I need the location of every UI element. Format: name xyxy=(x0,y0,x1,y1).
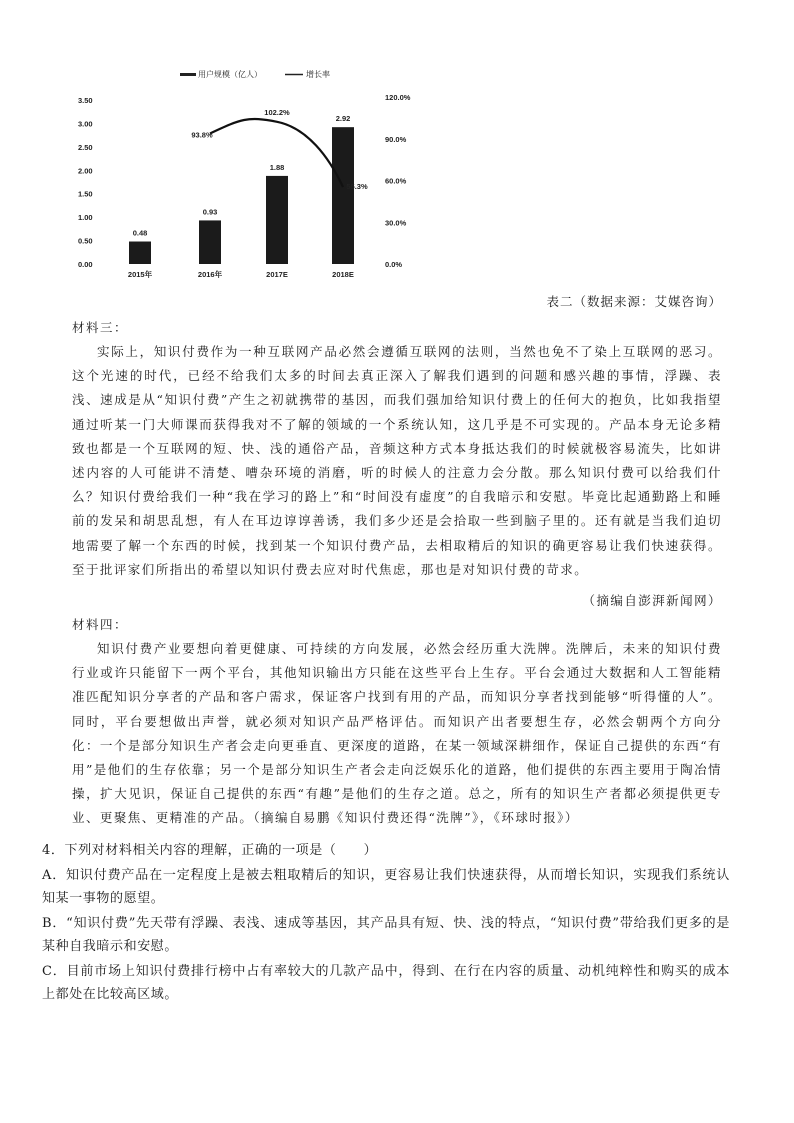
growth-rate-label: 93.8% xyxy=(191,130,213,140)
option-c: C．目前市场上知识付费排行榜中占有率较大的几款产品中，得到、在行在内容的质量、动机纯粹性和购买的成本上都处在比较高区域。 xyxy=(42,964,730,1002)
right-tick-label: 120.0% xyxy=(385,93,411,102)
category-label: 2017E xyxy=(266,270,288,279)
bar-value-label: 0.93 xyxy=(202,207,218,217)
option-b: B．“知识付费”先天带有浮躁、表浅、速成等基因，其产品具有短、快、浅的特点，“知识付费”带给我们更多的是某种自我暗示和安慰。 xyxy=(42,916,730,954)
bar-value-label: 1.88 xyxy=(269,162,285,172)
right-tick-label: 60.0% xyxy=(385,176,407,186)
category-label: 2015年 xyxy=(127,270,153,279)
chart-legend xyxy=(180,69,330,79)
left-tick-label: 1.50 xyxy=(78,189,93,199)
left-axis-ticks xyxy=(78,96,93,269)
legend-line-label: 增长率 xyxy=(306,70,330,79)
category-label: 2018E xyxy=(332,270,354,279)
growth-rate-label: 55.3% xyxy=(346,182,368,192)
left-tick-label: 2.50 xyxy=(78,142,93,152)
growth-rate-label: 102.2% xyxy=(264,107,290,117)
category-labels xyxy=(128,269,354,279)
bar-value-label: 0.48 xyxy=(132,228,148,238)
bar-2017E xyxy=(266,176,288,264)
question-stem: 4．下列对材料相关内容的理解，正确的一项是（ ） xyxy=(42,843,378,858)
bar-value-labels xyxy=(133,114,351,237)
bar-2018E xyxy=(332,127,354,264)
bar-value-label: 2.92 xyxy=(335,114,351,124)
material3-source: （摘编自澎湃新闻网） xyxy=(582,593,722,608)
right-tick-label: 30.0% xyxy=(385,218,407,228)
left-tick-label: 0.00 xyxy=(78,260,93,269)
left-tick-label: 3.50 xyxy=(78,96,93,105)
material3-title: 材料三： xyxy=(72,320,129,335)
legend-bar-swatch xyxy=(180,73,196,76)
material4-title: 材料四： xyxy=(72,617,129,632)
category-label: 2016年 xyxy=(197,270,223,279)
left-tick-label: 0.50 xyxy=(78,236,93,246)
option-a: A．知识付费产品在一定程度上是被去粗取精后的知识，更容易让我们快速获得，从而增长知识，实现我们系统认知某一事物的愿望。 xyxy=(42,868,730,906)
legend-bar-label: 用户规模（亿人） xyxy=(198,70,262,79)
left-tick-label: 1.00 xyxy=(78,213,93,223)
right-tick-label: 0.0% xyxy=(385,260,403,269)
right-axis-ticks xyxy=(385,93,411,269)
bar-2016年 xyxy=(199,220,221,264)
right-tick-label: 90.0% xyxy=(385,134,407,144)
chart-caption: 表二（数据来源：艾媒咨询） xyxy=(546,294,722,309)
material4-body: 知识付费产业要想向着更健康、可持续的方向发展，必然会经历重大洗牌。洗牌后，未来的知识付费行业或许只能留下一两个平台，其他知识输出方只能在这些平台上生存。平台会通过大数据和人工智能精准匹配知识分享者的产品和客户需求，保证客户找到有用的产品，而知识分享者找到能够“听得懂的人”。同时，平台要想做出声誉，就必须对知识产品严格评估。而知识产出者要想生存，必然会朝两个方向分化：一个是部分知识生产者会走向更垂直、更深度的道路，在某一领域深耕细作，保证自己提供的东西“有用”是他们的生存依靠；另一个是部分知识生产者会走向泛娱乐化的道路，他们提供的东西主要用于陶冶情操，扩大见识，保证自己提供的东西“有趣”是他们的生存之道。总之，所有的知识生产者都必须提供更专业、更聚焦、更精准的产品。（摘编自易鹏《知识付费还得“洗牌”》，《环球时报》） xyxy=(72,641,722,826)
left-tick-label: 3.00 xyxy=(78,119,93,129)
material3-body: 实际上，知识付费作为一种互联网产品必然会遵循互联网的法则，当然也免不了染上互联网的恶习。这个光速的时代，已经不给我们太多的时间去真正深入了解我们遇到的问题和感兴趣的事情，浮躁、表浅、速成是从“知识付费”产生之初就携带的基因，而我们强加给知识付费上的任何大的抱负，比如我指望通过听某一门大师课而获得我对不了解的领域的一个系统认知，这几乎是不可实现的。产品本身无论多精致也都是一个互联网的短、快、浅的通俗产品，音频这种方式本身抵达我们的时候就极容易流失，比如讲述内容的人可能讲不清楚、嘈杂环境的消磨，听的时候人的注意力会分散。那么知识付费可以给我们什么？知识付费给我们一种“我在学习的路上”和“时间没有虚度”的自我暗示和安慰。毕竟比起通勤路上和睡前的发呆和胡思乱想，有人在耳边谆谆善诱，我们多少还是会拾取一些到脑子里的。还有就是当我们迫切地需要了解一个东西的时候，找到某一个知识付费产品，去相取精后的知识的确更容易让我们快速获得。至于批评家们所指出的希望以知识付费去应对时代焦虑，那也是对知识付费的苛求。 xyxy=(72,344,722,577)
left-tick-label: 2.00 xyxy=(78,166,93,176)
user-scale-chart xyxy=(60,55,440,295)
bar-series xyxy=(129,127,354,264)
bar-2015年 xyxy=(129,242,151,264)
